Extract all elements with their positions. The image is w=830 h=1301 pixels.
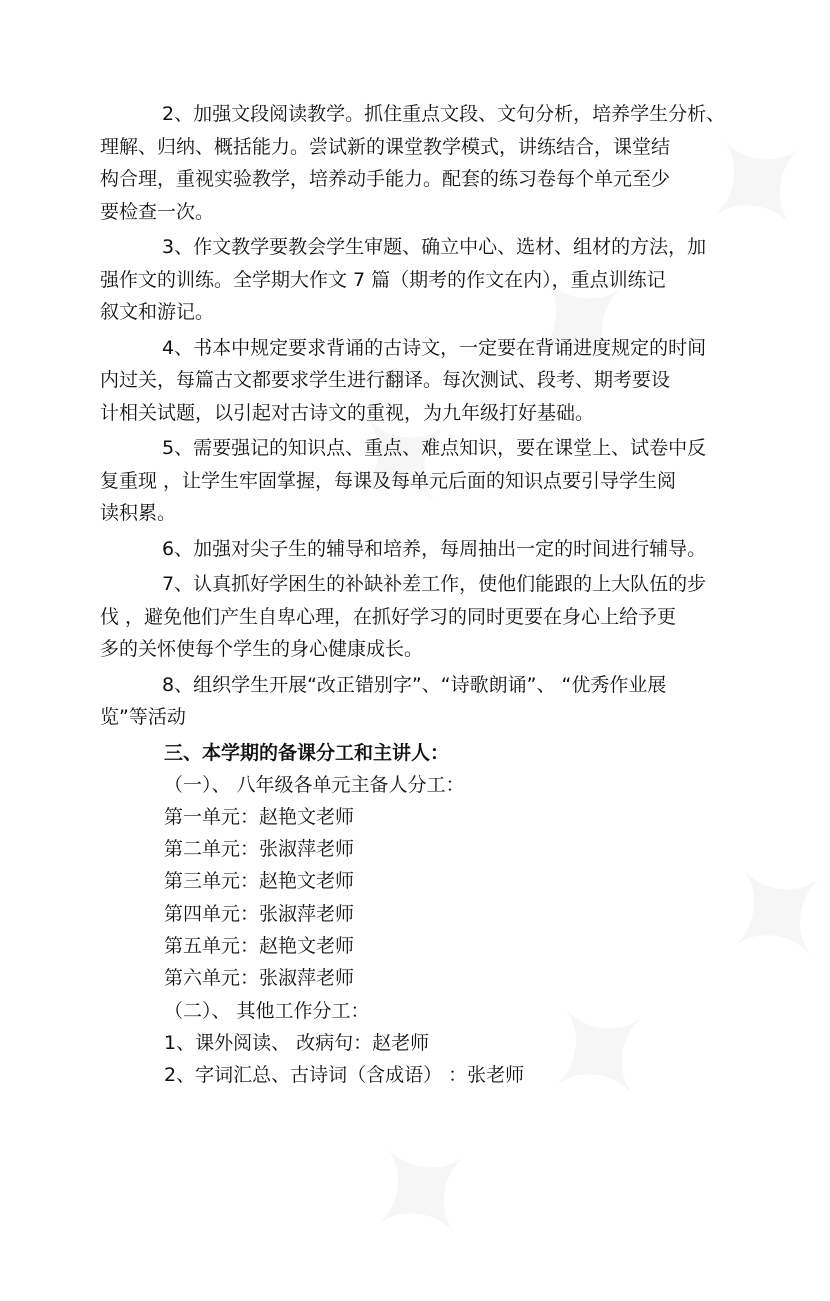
- text-line: 8、组织学生开展“改正错别字”、“诗歌朗诵”、 “优秀作业展: [162, 673, 667, 696]
- text-line: 5、需要强记的知识点、重点、难点知识，要在课堂上、试卷中反: [162, 437, 707, 459]
- section-heading: 三、本学期的备课分工和主讲人：: [164, 741, 450, 764]
- text-line: 计相关试题，以引起对古诗文的重视，为九年级打好基础。: [100, 401, 595, 424]
- text-line: 复重现 ，让学生牢固掌握，每课及每单元后面的知识点要引导学生阅: [100, 469, 677, 492]
- subsection-heading: （二）、 其他工作分工：: [164, 999, 370, 1022]
- task-assignment: 2、字词汇总、古诗词（含成语） ：张老师: [164, 1064, 525, 1087]
- unit-assignment: 第五单元：赵艳文老师: [164, 934, 355, 957]
- unit-assignment: 第一单元：赵艳文老师: [164, 805, 355, 828]
- document-body: [100, 98, 726, 1091]
- unit-assignment: 第二单元：张淑萍老师: [164, 838, 355, 861]
- task-assignment: 1、课外阅读、 改病句：赵老师: [164, 1031, 430, 1054]
- text-line: 3、作文教学要教会学生审题、确立中心、选材、组材的方法，加: [162, 236, 707, 258]
- numbered-paragraph: [100, 568, 709, 666]
- numbered-paragraph: [100, 432, 709, 530]
- text-line: 要检查一次。: [100, 200, 215, 223]
- unit-assignment: 第六单元：张淑萍老师: [164, 967, 355, 990]
- text-line: 7、认真抓好学困生的补缺补差工作，使他们能跟的上大队伍的步: [162, 573, 707, 595]
- text-line: 6、加强对尖子生的辅导和培养，每周抽出一定的时间进行辅导。: [162, 537, 707, 560]
- text-line: 读积累。: [100, 502, 177, 524]
- subsection-heading: （一）、 八年级各单元主备人分工：: [164, 773, 465, 796]
- numbered-paragraph: [162, 533, 709, 566]
- text-line: 4、书本中规定要求背诵的古诗文，一定要在背诵进度规定的时间: [162, 336, 707, 359]
- text-line: 2、加强文段阅读教学。抓住重点文段、文句分析，培养学生分析、: [162, 103, 726, 125]
- numbered-paragraph: [100, 332, 709, 430]
- numbered-paragraph: [100, 669, 709, 734]
- numbered-paragraph: [100, 98, 726, 228]
- text-line: 构合理，重视实验教学，培养动手能力。配套的练习卷每个单元至少: [100, 168, 671, 190]
- text-line: 强作文的训练。全学期大作文 7 篇（期考的作文在内），重点训练记: [100, 268, 666, 291]
- text-line: 叙文和游记。: [100, 301, 215, 323]
- text-line: 内过关，每篇古文都要求学生进行翻译。每次测试、段考、期考要设: [100, 369, 671, 391]
- text-line: 伐 ，避免他们产生自卑心理，在抓好学习的同时更要在身心上给予更: [100, 605, 677, 628]
- text-line: 览”等活动: [100, 706, 186, 728]
- numbered-paragraph: [100, 231, 709, 329]
- text-line: 理解、归纳、概括能力。尝试新的课堂教学模式，讲练结合，课堂结: [100, 135, 671, 158]
- unit-assignment: 第三单元：赵艳文老师: [164, 870, 355, 893]
- unit-assignment: 第四单元：张淑萍老师: [164, 902, 355, 925]
- text-line: 多的关怀使每个学生的身心健康成长。: [100, 638, 424, 660]
